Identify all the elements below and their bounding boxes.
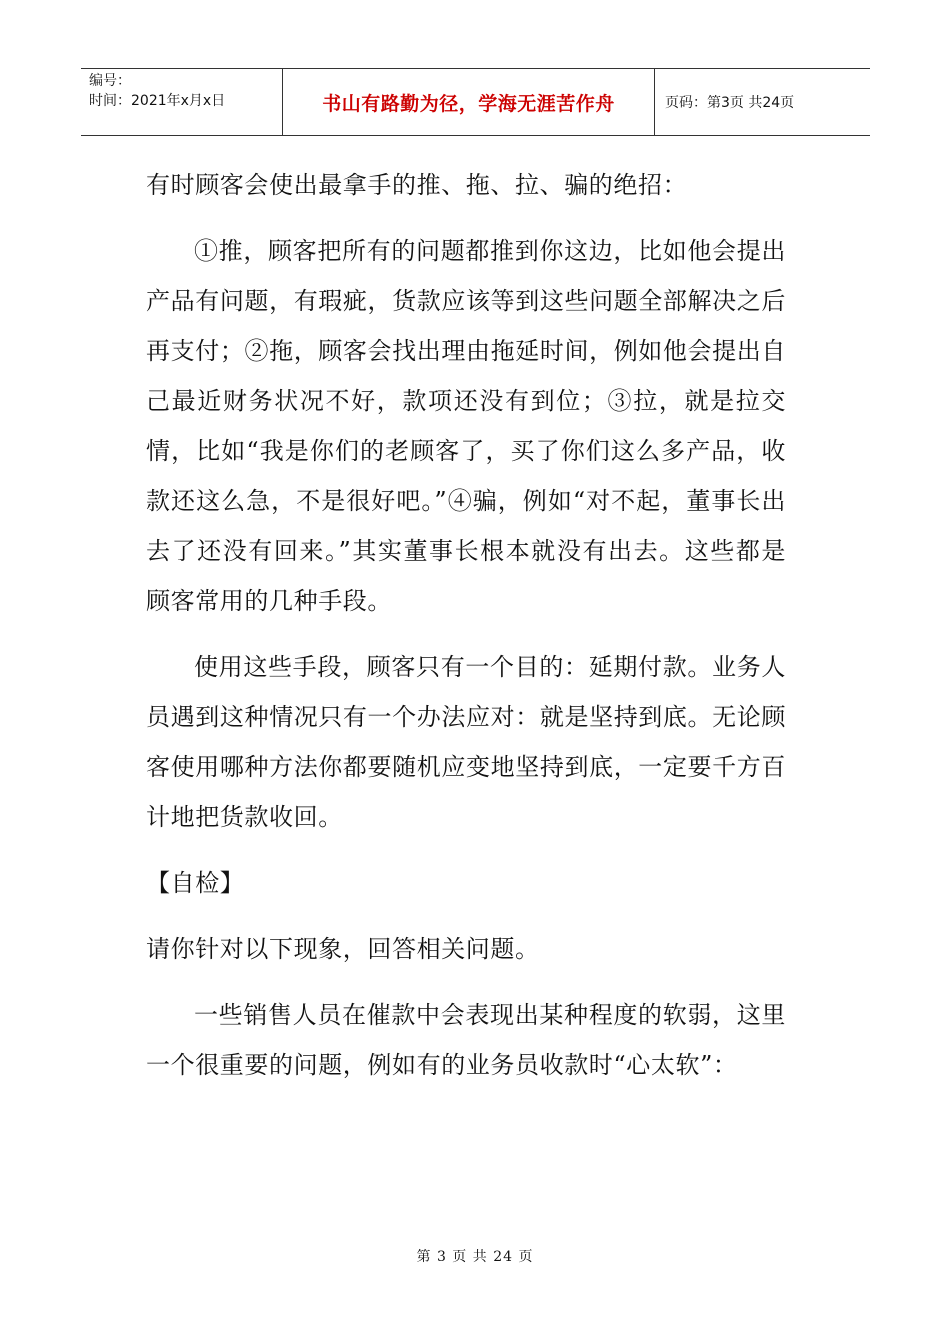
date-label: 时间：2021年x月x日 bbox=[89, 93, 226, 109]
paragraph-instruction: 请你针对以下现象，回答相关问题。 bbox=[146, 935, 540, 963]
paragraph-intro: 有时顾客会使出最拿手的推、拖、拉、骗的绝招： bbox=[146, 171, 688, 199]
paragraph-scenario: 一些销售人员在催款中会表现出某种程度的软弱，这里一个很重要的问题，例如有的业务员收款时“心太软”： bbox=[146, 1001, 786, 1079]
document-body bbox=[146, 160, 786, 1090]
header-motto: 书山有路勤为径，学海无涯苦作舟 bbox=[283, 69, 655, 135]
section-heading-self-check: 【自检】 bbox=[146, 869, 245, 897]
page-footer: 第 3 页 共 24 页 bbox=[416, 1249, 534, 1265]
serial-number-label: 编号： bbox=[89, 73, 131, 89]
page-header bbox=[81, 68, 870, 136]
header-page-info: 页码：第3页 共24页 bbox=[665, 95, 795, 111]
header-meta bbox=[81, 69, 283, 135]
paragraph-tactics: ①推，顾客把所有的问题都推到你这边，比如他会提出产品有问题，有瑕疵，货款应该等到这些问题全部解决之后再支付；②拖，顾客会找出理由拖延时间，例如他会提出自己最近财务状况不好，款项还没有到位；③拉，就是拉交情，比如“我是你们的老顾客了，买了你们这么多产品，收款还这么急，不是很好吧。”④骗，例如“对不起，董事长出去了还没有回来。”其实董事长根本就没有出去。这些都是顾客常用的几种手段。 bbox=[146, 237, 786, 615]
paragraph-strategy: 使用这些手段，顾客只有一个目的：延期付款。业务人员遇到这种情况只有一个办法应对：就是坚持到底。无论顾客使用哪种方法你都要随机应变地坚持到底，一定要千方百计地把货款收回。 bbox=[146, 653, 786, 831]
